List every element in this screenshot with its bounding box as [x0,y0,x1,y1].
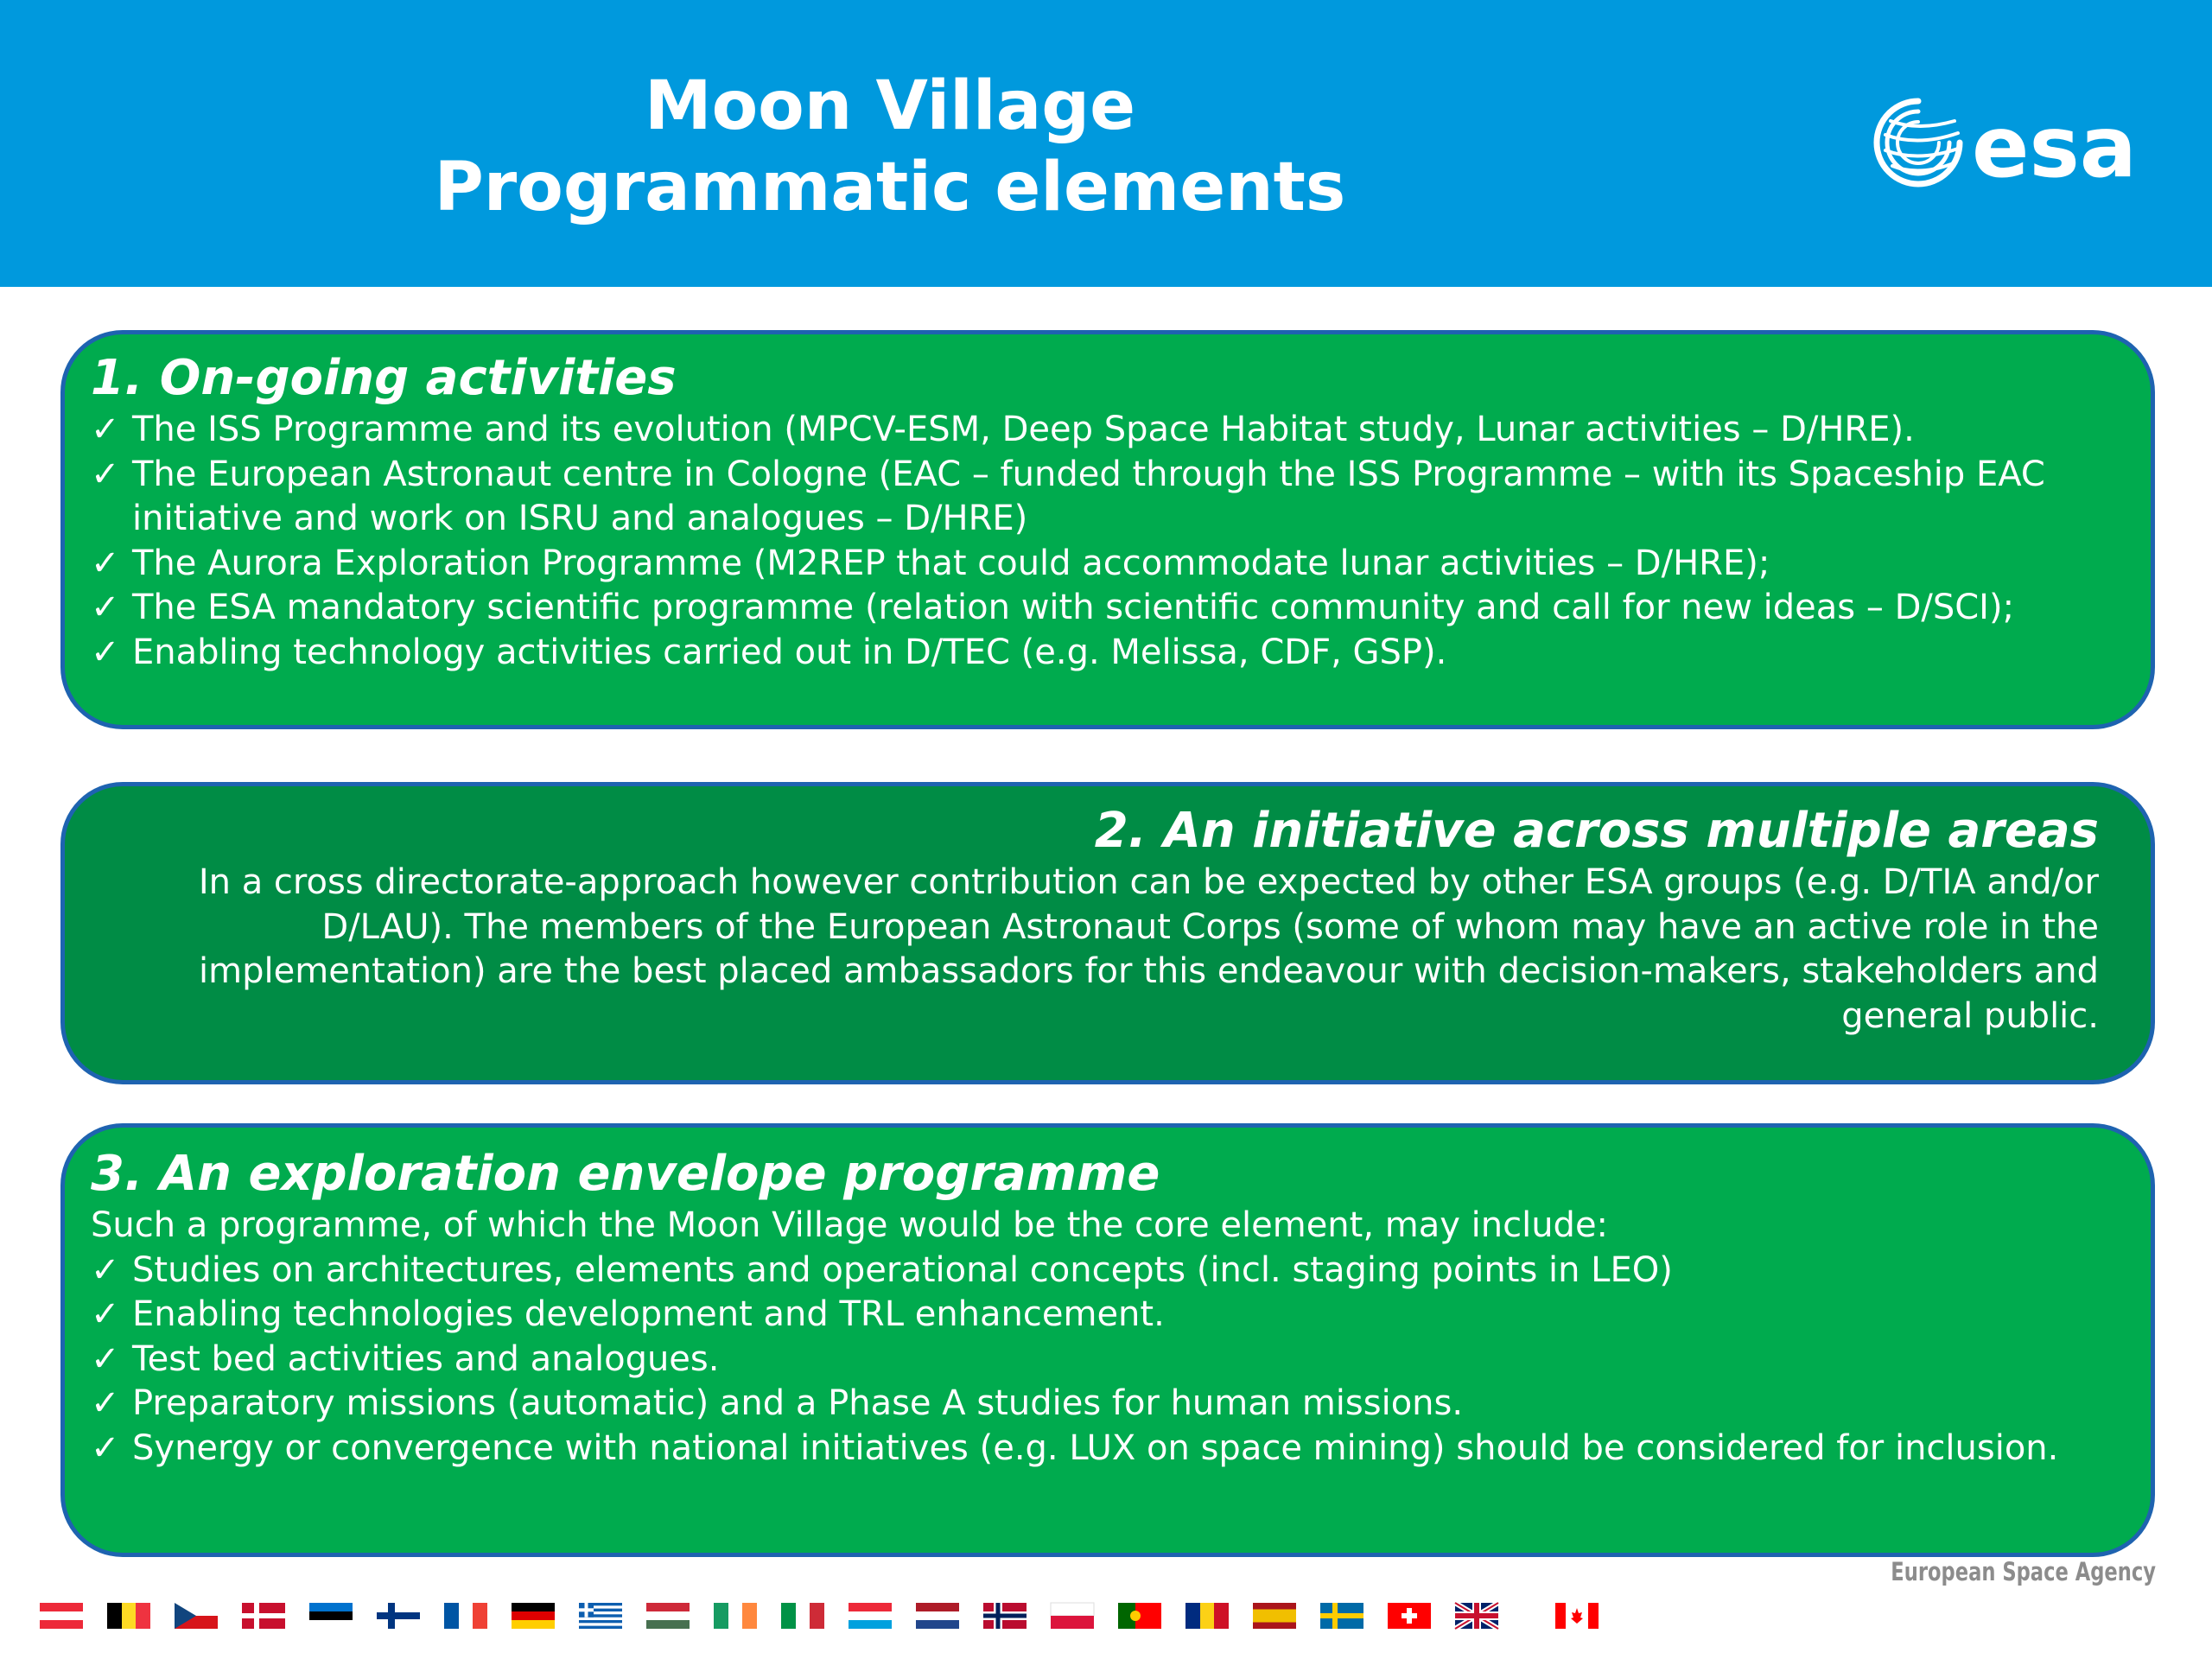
list-item-text: The Aurora Exploration Programme (M2REP that could accommodate lunar activities – D/HRE); [132,543,1770,583]
flag-greece-icon [579,1603,622,1629]
list-item [91,1382,2102,1427]
list-item [91,1427,2102,1471]
flag-netherlands-icon [916,1603,959,1629]
flag-spain-icon [1253,1603,1296,1629]
flag-sweden-icon [1320,1603,1363,1629]
flag-norway-icon [983,1603,1027,1629]
flag-poland-icon [1051,1603,1094,1629]
flag-canada-icon [1555,1603,1599,1629]
check-icon: ✓ [91,1383,120,1423]
exploration-programme-box [60,1123,2155,1557]
title-line-1: Moon Village [644,67,1136,145]
list-item [91,1249,2102,1294]
list-item [91,408,2102,453]
list-item-text: Synergy or convergence with national initiatives (e.g. LUX on space mining) should be considered for inclusion. [132,1427,2059,1468]
ongoing-activities-heading: 1. On-going activities [91,350,677,406]
check-icon: ✓ [91,543,120,583]
check-icon: ✓ [91,454,120,494]
list-item [91,453,2102,542]
flag-france-icon [444,1603,487,1629]
flag-luxembourg-icon [849,1603,892,1629]
initiative-box [60,782,2155,1084]
initiative-heading: 2. An initiative across multiple areas [1094,803,2099,859]
check-icon: ✓ [91,1249,120,1290]
initiative-text: In a cross directorate-approach however contribution can be expected by other ESA groups (e.g. D/TIA and/or D/LAU). The members of the European Astronaut Corps (some of whom may have an active role in the implementation) are the best placed ambassadors for this endeavour with decision-makers, stakeholders and general public. [198,862,2099,1036]
flag-switzerland-icon [1388,1603,1431,1629]
exploration-programme-intro: Such a programme, of which the Moon Village would be the core element, may include: [91,1205,1609,1245]
check-icon: ✓ [91,410,120,449]
exploration-programme-heading: 3. An exploration envelope programme [91,1146,1160,1202]
exploration-programme-list [91,1249,2102,1471]
check-icon: ✓ [91,632,120,672]
flag-germany-icon [512,1603,555,1629]
flag-romania-icon [1185,1603,1229,1629]
check-icon: ✓ [91,588,120,627]
check-icon: ✓ [91,1338,120,1379]
list-item-text: The ISS Programme and its evolution (MPCV-ESM, Deep Space Habitat study, Lunar activities – D/HRE). [132,410,1915,449]
header-banner [0,0,2212,287]
flag-finland-icon [377,1603,420,1629]
member-state-flags [0,1599,1642,1633]
flag-ireland-icon [714,1603,757,1629]
list-item [91,542,2102,587]
flag-hungary-icon [646,1603,690,1629]
list-item-text: Preparatory missions (automatic) and a Phase A studies for human missions. [132,1383,1464,1423]
list-item [91,631,2102,676]
flag-portugal-icon [1118,1603,1161,1629]
title-line-2: Programmatic elements [434,149,1346,226]
flag-czech-republic-icon [175,1603,218,1629]
list-item [91,586,2102,631]
list-item-text: Enabling technologies development and TRL enhancement. [132,1294,1165,1334]
flag-estonia-icon [309,1603,353,1629]
list-item [91,1338,2102,1382]
flag-united-kingdom-icon [1455,1603,1498,1629]
check-icon: ✓ [91,1427,120,1468]
flag-belgium-icon [107,1603,150,1629]
list-item-text: The ESA mandatory scientific programme (relation with scientific community and call for new ideas – D/SCI); [132,588,2015,627]
list-item [91,1293,2102,1338]
check-icon: ✓ [91,1294,120,1334]
ongoing-activities-list [91,408,2102,675]
list-item-text: Test bed activities and analogues. [132,1338,720,1379]
list-item-text: The European Astronaut centre in Cologne (EAC – funded through the ISS Programme – with its Spaceship EAC initiative and work on ISRU and analogues – D/HRE) [132,454,2045,538]
flag-denmark-icon [242,1603,285,1629]
ongoing-activities-box [60,330,2155,729]
esa-logo [1865,86,2158,199]
list-item-text: Enabling technology activities carried out in D/TEC (e.g. Melissa, CDF, GSP). [132,632,1447,672]
flag-italy-icon [781,1603,824,1629]
esa-logo-text: esa [1972,99,2137,197]
agency-name: European Space Agency [1891,1557,2156,1586]
slide-title [199,66,1581,228]
list-item-text: Studies on architectures, elements and operational concepts (incl. staging points in LEO) [132,1249,1673,1290]
flag-austria-icon [40,1603,83,1629]
